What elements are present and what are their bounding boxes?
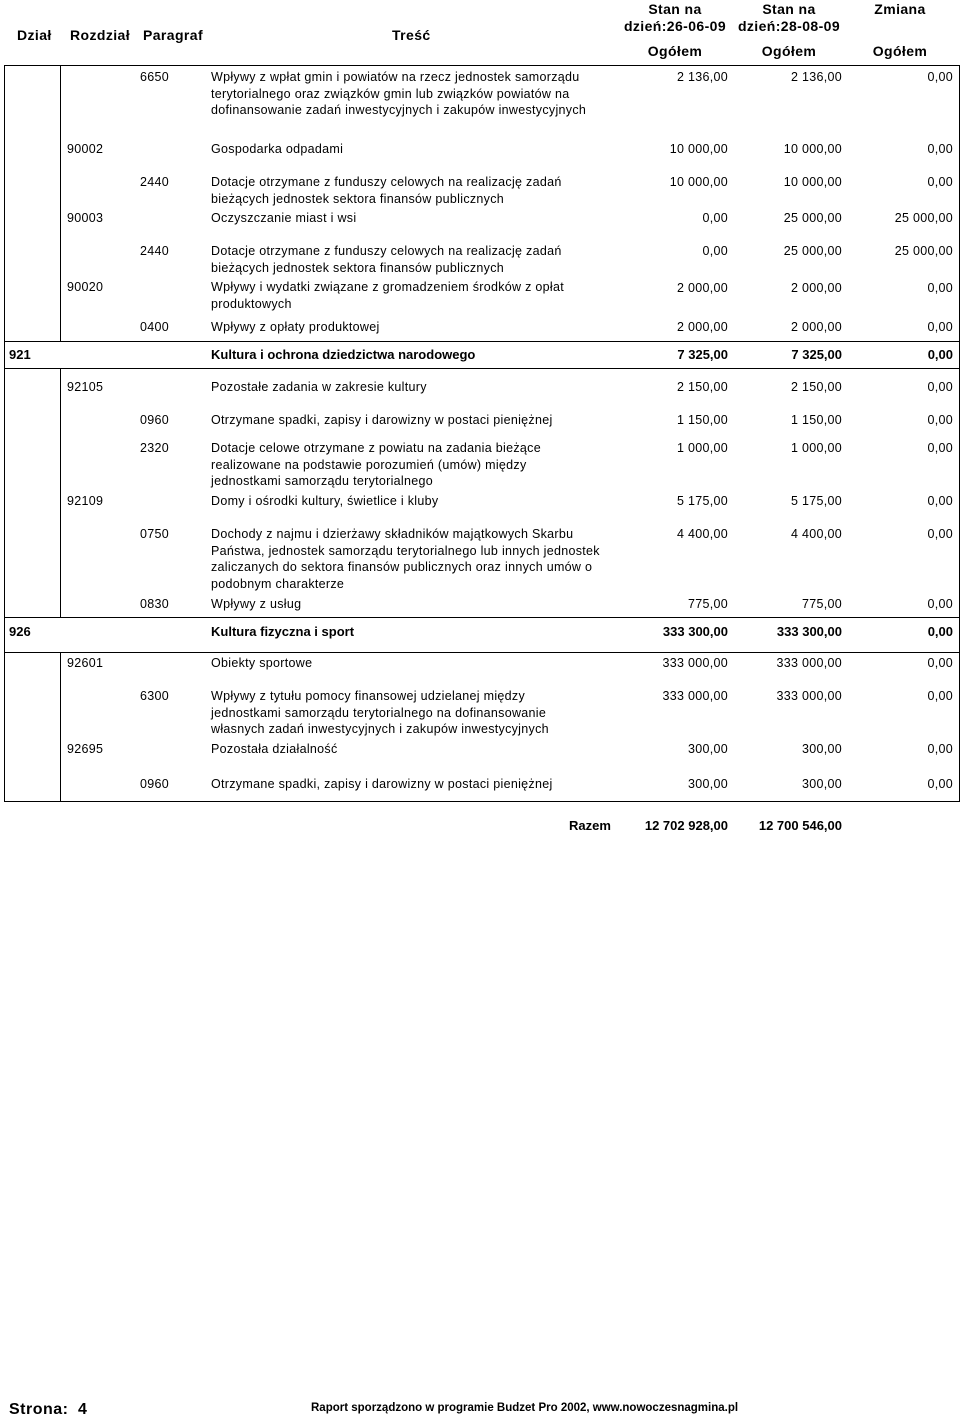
rozdzial-column-divider [60,368,61,617]
tresc-cell: Oczyszczanie miast i wsi [211,211,357,225]
tresc-cell: Wpływy z usług [211,597,302,611]
paragraf-cell: 2320 [140,441,170,455]
page-number: 4 [78,1401,88,1418]
stan2-cell: 5 175,00 [790,494,842,508]
stan1-cell: 2 150,00 [676,380,728,394]
zmiana-cell: 0,00 [927,320,953,334]
zmiana-cell: 25 000,00 [894,211,953,225]
stan2-cell: 333 000,00 [776,656,842,670]
stan1-cell: 5 175,00 [676,494,728,508]
header-stan1-ogolem: Ogółem [647,43,703,59]
tresc-cell: Kultura i ochrona dziedzictwa narodowego [211,347,476,362]
stan1-cell: 7 325,00 [677,347,728,362]
stan1-cell: 2 000,00 [676,281,728,295]
rozdzial-column-divider [60,65,61,341]
tresc-cell: Wpływy i wydatki związane z gromadzeniem środków z opłat produktowych [211,280,565,311]
header-stan1-line2: dzień:26-06-09 [623,18,727,34]
header-paragraf: Paragraf [143,27,204,43]
stan1-cell: 10 000,00 [669,142,728,156]
header-rozdzial: Rozdział [70,27,130,43]
stan2-cell: 10 000,00 [783,142,842,156]
stan2-cell: 2 000,00 [790,281,842,295]
tresc-cell: Pozostałe zadania w zakresie kultury [211,380,427,394]
stan1-cell: 0,00 [702,211,728,225]
rozdzial-cell: 90020 [67,280,104,294]
tresc-cell: Wpływy z wpłat gmin i powiatów na rzecz jednostek samorządu terytorialnego oraz związków gmin lub związków powiatów na dofinansowanie zadań inwestycyjnych i zakupów inwestycyjnych [211,70,587,117]
stan1-cell: 2 136,00 [676,70,728,84]
row-divider [4,617,959,618]
row-divider [4,368,959,369]
paragraf-cell: 0960 [140,413,170,427]
zmiana-cell: 0,00 [927,413,953,427]
rozdzial-cell: 90003 [67,211,104,225]
tresc-cell: Dotacje otrzymane z funduszy celowych na realizację zadań bieżących jednostek sektora finansów publicznych [211,175,562,206]
stan1-cell: 300,00 [687,742,728,756]
header-stan1-line1: Stan na [648,1,702,17]
rozdzial-cell: 92105 [67,380,104,394]
stan2-cell: 10 000,00 [783,175,842,189]
rozdzial-cell: 92695 [67,742,104,756]
stan2-cell: 4 400,00 [790,527,842,541]
zmiana-cell: 0,00 [927,175,953,189]
stan2-cell: 775,00 [801,597,842,611]
zmiana-cell: 0,00 [927,527,953,541]
zmiana-cell: 0,00 [927,380,953,394]
row-divider [4,341,959,342]
stan1-cell: 333 000,00 [662,689,728,703]
header-tresc: Treść [392,27,431,43]
paragraf-cell: 0830 [140,597,170,611]
paragraf-cell: 6650 [140,70,170,84]
header-dzial: Dział [17,27,52,43]
stan2-cell: 25 000,00 [783,211,842,225]
tresc-cell: Otrzymane spadki, zapisy i darowizny w postaci pieniężnej [211,413,553,427]
header-zmiana: Zmiana [874,1,926,17]
stan2-cell: 333 000,00 [776,689,842,703]
stan1-cell: 1 150,00 [676,413,728,427]
paragraf-cell: 0960 [140,777,170,791]
stan2-cell: 2 150,00 [790,380,842,394]
stan1-cell: 0,00 [702,244,728,258]
report-footer: Raport sporządzono w programie Budzet Pro 2002, www.nowoczesnagmina.pl [311,1402,739,1414]
zmiana-cell: 0,00 [927,742,953,756]
paragraf-cell: 6300 [140,689,170,703]
tresc-cell: Kultura fizyczna i sport [211,624,355,639]
total-stan1: 12 702 928,00 [644,818,728,833]
tresc-cell: Gospodarka odpadami [211,142,344,156]
tresc-cell: Dochody z najmu i dzierżawy składników majątkowych Skarbu Państwa, jednostek samorządu terytorialnego lub innych jednostek zaliczanych do sektora finansów publicznych oraz innych umów o podobnym charakterze [211,527,600,591]
rozdzial-cell: 92109 [67,494,104,508]
stan2-cell: 1 000,00 [790,441,842,455]
zmiana-cell: 0,00 [927,70,953,84]
stan2-cell: 1 150,00 [790,413,842,427]
stan2-cell: 2 136,00 [790,70,842,84]
rozdzial-cell: 90002 [67,142,104,156]
stan2-cell: 7 325,00 [791,347,842,362]
stan2-cell: 300,00 [801,777,842,791]
header-stan2-ogolem: Ogółem [761,43,817,59]
tresc-cell: Pozostała działalność [211,742,338,756]
zmiana-cell: 0,00 [927,347,953,362]
stan1-cell: 1 000,00 [676,441,728,455]
row-divider [4,65,959,66]
stan1-cell: 333 300,00 [662,624,728,639]
tresc-cell: Domy i ośrodki kultury, świetlice i kluby [211,494,439,508]
stan2-cell: 25 000,00 [783,244,842,258]
page-label: Strona: [9,1401,69,1418]
zmiana-cell: 0,00 [927,494,953,508]
dzial-cell: 921 [9,347,31,362]
stan1-cell: 2 000,00 [676,320,728,334]
zmiana-cell: 0,00 [927,281,953,295]
paragraf-cell: 0400 [140,320,170,334]
zmiana-cell: 25 000,00 [894,244,953,258]
dzial-cell: 926 [9,624,31,639]
tresc-cell: Wpływy z opłaty produktowej [211,320,380,334]
header-stan2-line2: dzień:28-08-09 [737,18,841,34]
zmiana-cell: 0,00 [927,624,953,639]
zmiana-cell: 0,00 [927,777,953,791]
rozdzial-cell: 92601 [67,656,104,670]
tresc-cell: Wpływy z tytułu pomocy finansowej udzielanej między jednostkami samorządu terytorialnego na dofinansowanie własnych zadań inwestycyjnych i zakupów inwestycyjnych [211,689,549,736]
tresc-cell: Obiekty sportowe [211,656,313,670]
stan1-cell: 775,00 [687,597,728,611]
zmiana-cell: 0,00 [927,597,953,611]
tresc-cell: Dotacje celowe otrzymane z powiatu na zadania bieżące realizowane na podstawie porozumień (umów) między jednostkami samorządu terytorialnego [211,441,541,488]
header-stan2-line1: Stan na [762,1,816,17]
row-divider [4,652,959,653]
stan2-cell: 2 000,00 [790,320,842,334]
zmiana-cell: 0,00 [927,689,953,703]
total-stan2: 12 700 546,00 [758,818,842,833]
zmiana-cell: 0,00 [927,441,953,455]
total-label: Razem [569,818,611,833]
rozdzial-column-divider [60,652,61,801]
tresc-cell: Dotacje otrzymane z funduszy celowych na realizację zadań bieżących jednostek sektora finansów publicznych [211,244,562,275]
stan1-cell: 10 000,00 [669,175,728,189]
stan2-cell: 333 300,00 [776,624,842,639]
paragraf-cell: 2440 [140,175,170,189]
stan2-cell: 300,00 [801,742,842,756]
paragraf-cell: 0750 [140,527,170,541]
paragraf-cell: 2440 [140,244,170,258]
zmiana-cell: 0,00 [927,656,953,670]
stan1-cell: 333 000,00 [662,656,728,670]
stan1-cell: 4 400,00 [676,527,728,541]
zmiana-cell: 0,00 [927,142,953,156]
tresc-cell: Otrzymane spadki, zapisy i darowizny w postaci pieniężnej [211,777,553,791]
header-zmiana-ogolem: Ogółem [872,43,928,59]
stan1-cell: 300,00 [687,777,728,791]
